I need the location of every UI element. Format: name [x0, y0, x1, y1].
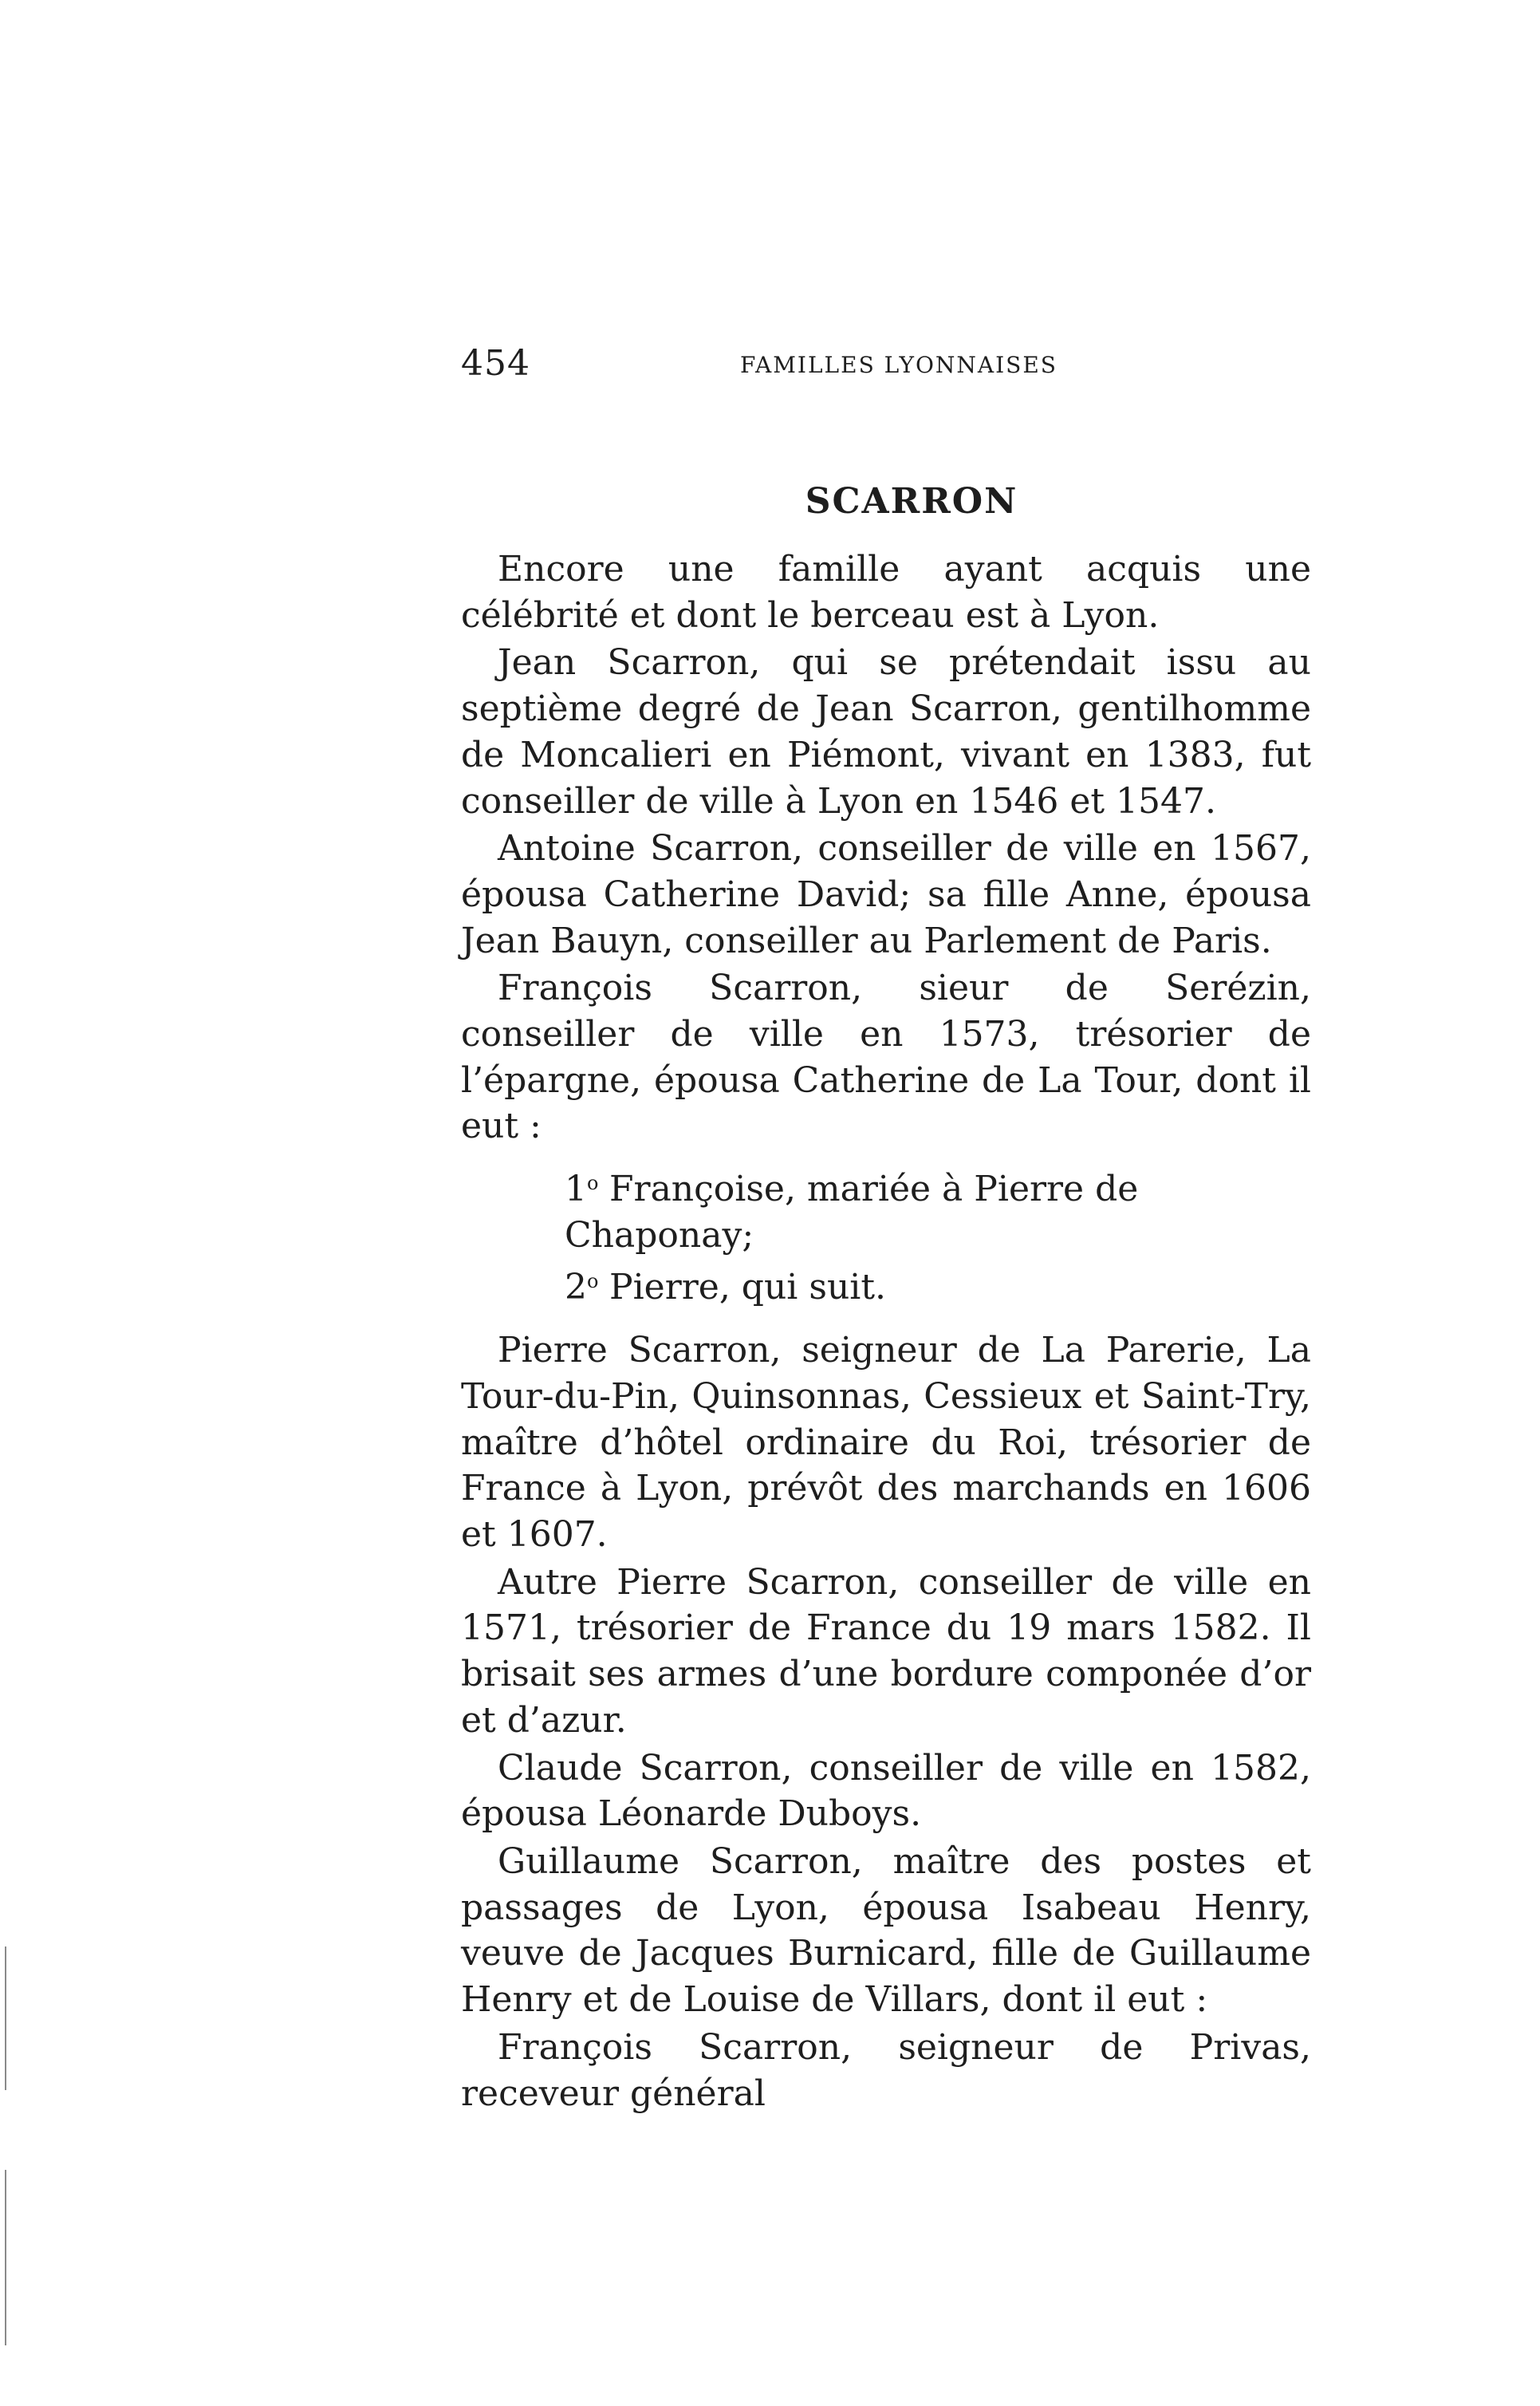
paragraph: François Scarron, seigneur de Privas, receveur général: [461, 2026, 1311, 2114]
list-item: [565, 1259, 1311, 1311]
list-item-text: Pierre, qui suit.: [609, 1266, 887, 1308]
running-title: FAMILLES LYONNAISES: [740, 352, 1058, 378]
running-header: [461, 345, 1314, 383]
paragraph: Autre Pierre Scarron, conseiller de ville en 1571, trésorier de France du 19 mars 1582. Il brisait ses armes d’une bordure componée d’or et d’azur.: [461, 1561, 1311, 1741]
list-ordinal: 2$^o$: [565, 1266, 599, 1308]
section-title: SCARRON: [805, 481, 1018, 523]
list-ordinal: 1$^o$: [565, 1169, 599, 1210]
paragraph: Guillaume Scarron, maître des postes et passages de Lyon, épousa Isabeau Henry, veuve de Jacques Burnicard, fille de Guillaume Henry et de Louise de Villars, dont il eut :: [461, 1840, 1311, 2021]
paragraph: Encore une famille ayant acquis une célébrité et dont le berceau est à Lyon.: [461, 549, 1311, 636]
scan-edge-mark: [5, 2170, 6, 2345]
body-text: [461, 546, 1311, 2116]
paragraph: Jean Scarron, qui se prétendait issu au septième degré de Jean Scarron, gentilhomme de Moncalieri en Piémont, vivant en 1383, fut conseiller de ville à Lyon en 1546 et 1547.: [461, 642, 1311, 822]
paragraph: Pierre Scarron, seigneur de La Parerie, La Tour-du-Pin, Quinsonnas, Cessieux et Saint-Try, maître d’hôtel ordinaire du Roi, trésorier de France à Lyon, prévôt des marchands en 1606 et 1607.: [461, 1330, 1311, 1556]
paragraph: Claude Scarron, conseiller de ville en 1582, épousa Léonarde Duboys.: [461, 1747, 1311, 1835]
list-item: [565, 1161, 1311, 1258]
children-list: [461, 1161, 1311, 1310]
scan-edge-mark: [5, 1946, 6, 2090]
list-item-text: Françoise, mariée à Pierre de Chaponay;: [565, 1169, 1139, 1256]
page-number: 454: [461, 343, 530, 384]
paragraph: François Scarron, sieur de Serézin, conseiller de ville en 1573, trésorier de l’épargne, épousa Catherine de La Tour, dont il eut :: [461, 968, 1311, 1147]
paragraph: Antoine Scarron, conseiller de ville en 1567, épousa Catherine David; sa fille Anne, épousa Jean Bauyn, conseiller au Parlement de Paris.: [461, 828, 1311, 961]
